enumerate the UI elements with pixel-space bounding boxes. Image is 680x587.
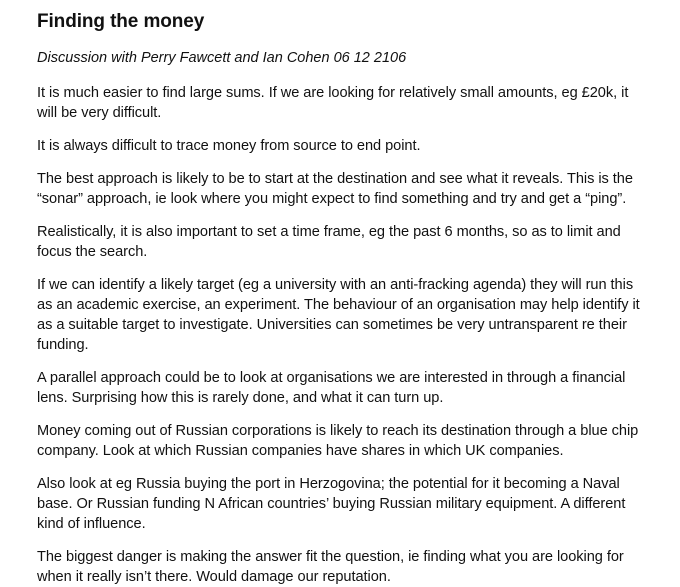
paragraph-9: The biggest danger is making the answer fit the question, ie finding what you are looking for when it really isn’t there. Would damage our reputation. xyxy=(37,549,624,585)
document-title: Finding the money xyxy=(37,11,205,32)
paragraph-4: Realistically, it is also important to set a time frame, eg the past 6 months, so as to limit and focus the search. xyxy=(37,224,621,260)
paragraph-7: Money coming out of Russian corporations is likely to reach its destination through a blue chip company. Look at which Russian companies have shares in which UK companies. xyxy=(37,423,639,459)
paragraph-3: The best approach is likely to be to start at the destination and see what it reveals. This is the “sonar” approach, ie look where you might expect to find something and try and get a “ping”. xyxy=(37,171,633,207)
paragraph-1: It is much easier to find large sums. If we are looking for relatively small amounts, eg £20k, it will be very difficult. xyxy=(37,85,629,121)
paragraph-5: If we can identify a likely target (eg a university with an anti-fracking agenda) they will run this as an academic exercise, an experiment. The behaviour of an organisation may help identify it as a suitable target to investigate. Universities can sometimes be very untransparent re their funding. xyxy=(37,277,640,353)
paragraph-8: Also look at eg Russia buying the port in Herzogovina; the potential for it becoming a Naval base. Or Russian funding N African countries’ buying Russian military equipment. A different kind of influence. xyxy=(37,476,626,532)
document-page xyxy=(37,9,647,587)
paragraph-2: It is always difficult to trace money from source to end point. xyxy=(37,138,421,154)
document-subtitle: Discussion with Perry Fawcett and Ian Cohen 06 12 2106 xyxy=(37,50,407,66)
document-body xyxy=(37,83,647,587)
paragraph-6: A parallel approach could be to look at organisations we are interested in through a financial lens. Surprising how this is rarely done, and what it can turn up. xyxy=(37,370,626,406)
